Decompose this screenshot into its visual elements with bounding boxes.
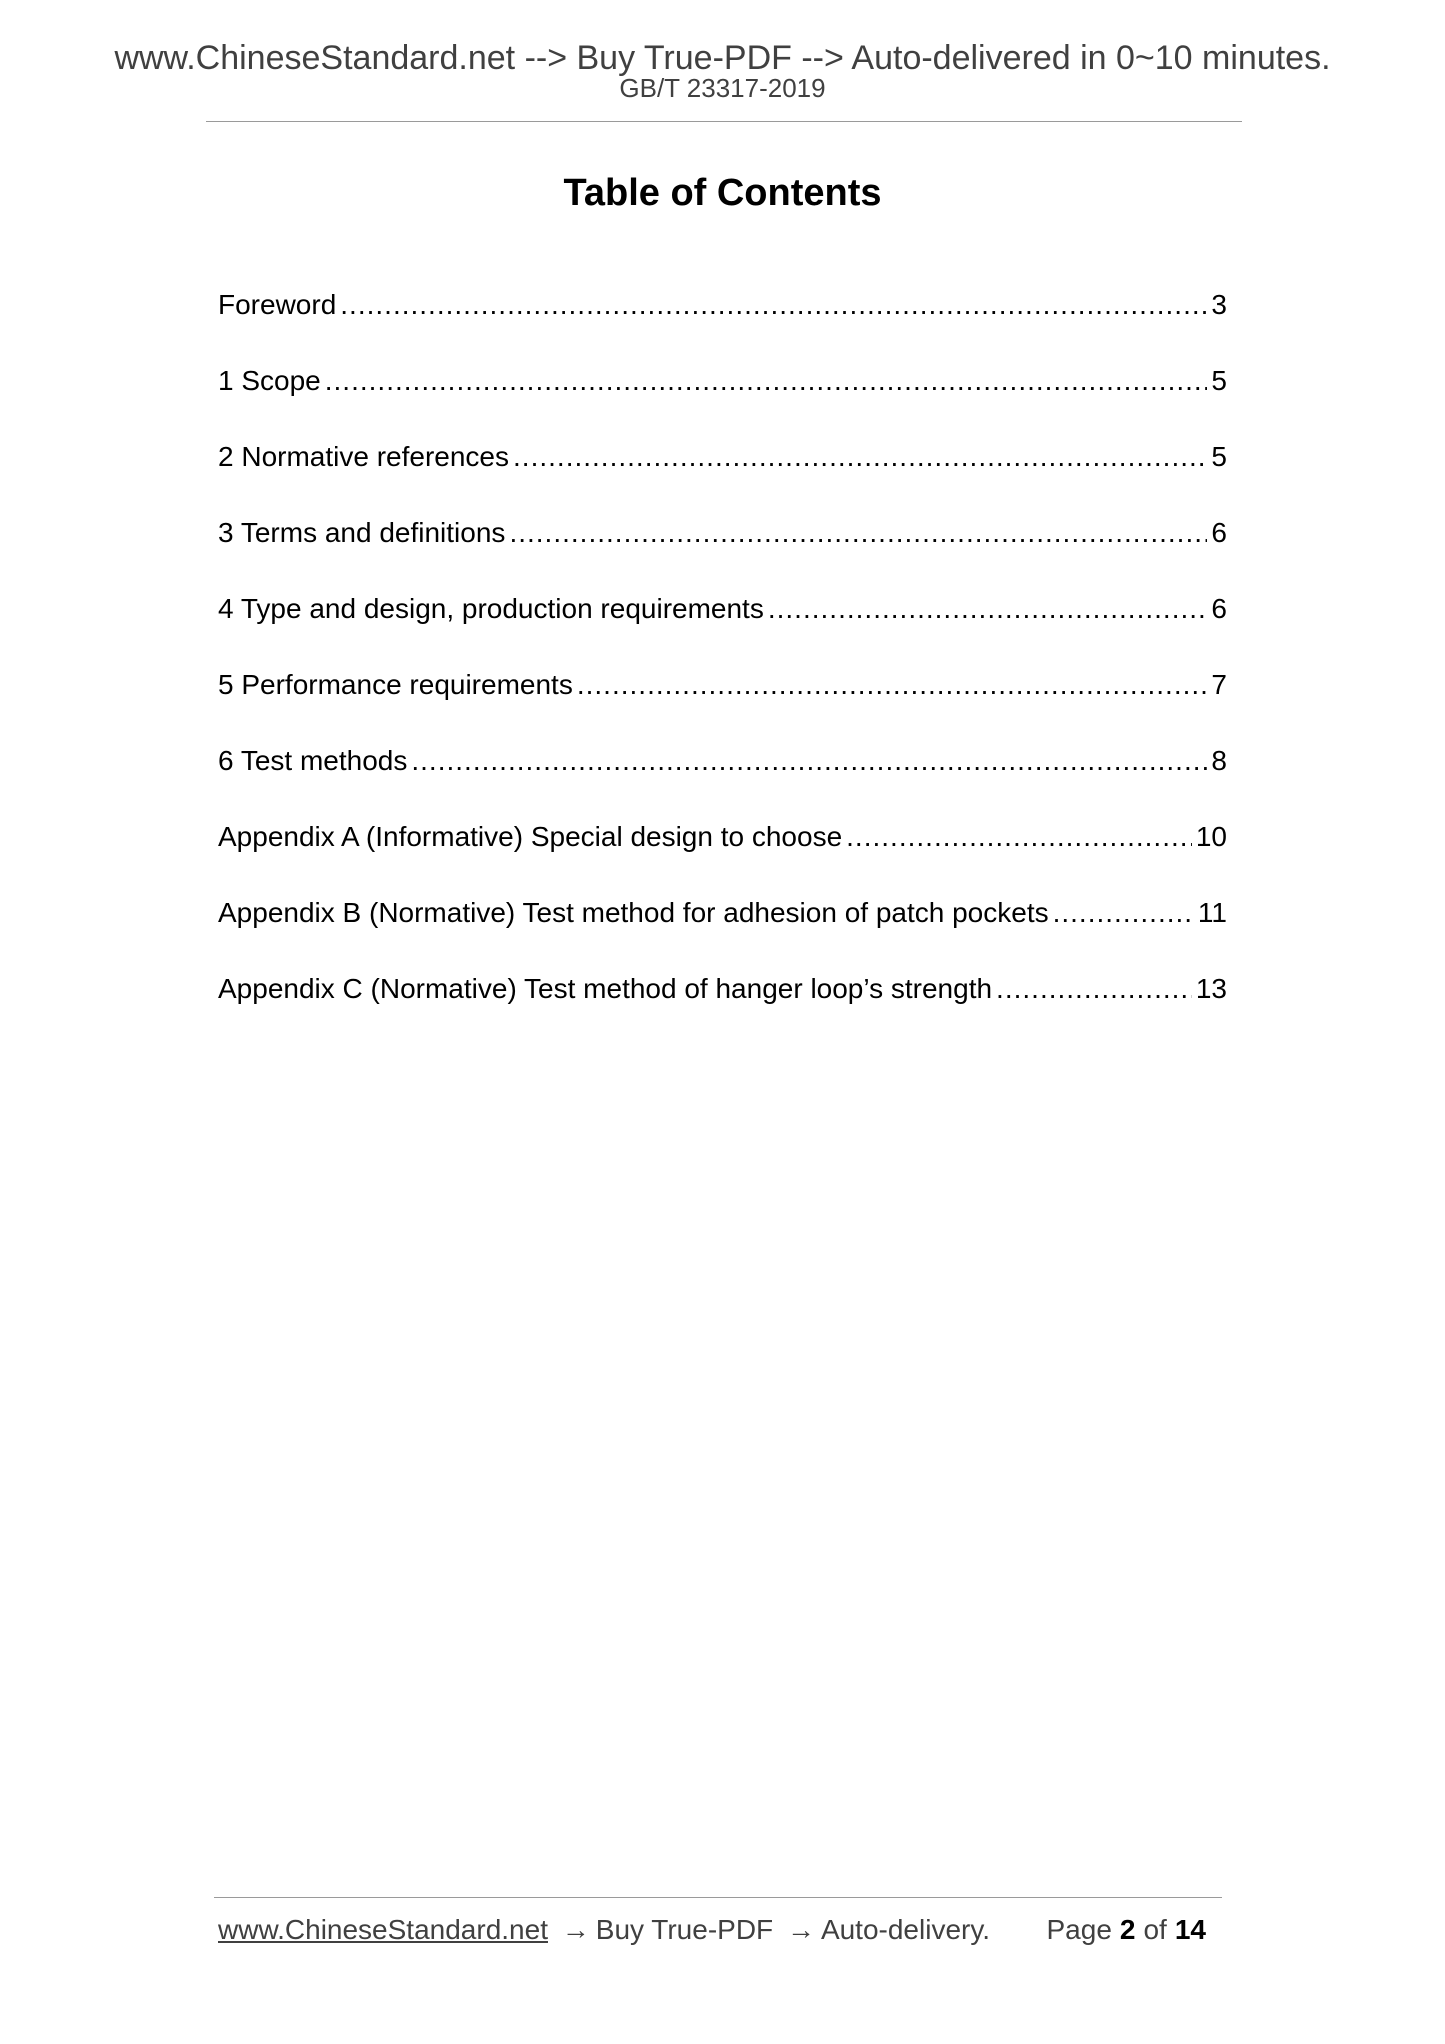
dot-leader xyxy=(1053,895,1194,931)
toc-entry-page: 10 xyxy=(1195,821,1227,852)
page-indicator xyxy=(1047,1913,1215,1947)
toc-entry-type-design[interactable] xyxy=(218,591,1227,667)
toc-entry-page: 6 xyxy=(1211,593,1227,624)
toc-entry-label: 3 Terms and definitions xyxy=(218,517,506,548)
dot-leader xyxy=(411,743,1207,779)
toc-entry-page: 11 xyxy=(1197,897,1227,928)
toc-entry-label: 5 Performance requirements xyxy=(218,669,573,700)
toc-entry-appendix-a[interactable] xyxy=(218,819,1227,895)
toc-entry-appendix-c[interactable] xyxy=(218,971,1227,1047)
toc-entry-appendix-b[interactable] xyxy=(218,895,1227,971)
page-label: Page xyxy=(1046,1914,1112,1945)
toc-entry-page: 3 xyxy=(1211,289,1227,320)
dot-leader xyxy=(768,591,1208,627)
top-banner: www.ChineseStandard.net --> Buy True-PDF --> Auto-delivered in 0~10 minutes. xyxy=(114,39,1331,77)
toc-entry-foreword[interactable] xyxy=(218,287,1227,363)
toc-entry-normative-references[interactable] xyxy=(218,439,1227,515)
toc-entry-page: 6 xyxy=(1211,517,1227,548)
page-current: 2 xyxy=(1119,1914,1136,1945)
toc-entry-label: Appendix A (Informative) Special design to choose xyxy=(218,821,843,852)
standard-code: GB/T 23317-2019 xyxy=(619,73,826,103)
toc-entry-performance[interactable] xyxy=(218,667,1227,743)
toc-entry-label: 2 Normative references xyxy=(218,441,510,472)
buy-text: Buy True-PDF xyxy=(595,1914,774,1945)
toc-list xyxy=(218,287,1227,1047)
footer-divider xyxy=(214,1897,1222,1898)
toc-entry-page: 5 xyxy=(1211,441,1227,472)
toc-entry-label: 4 Type and design, production requirements xyxy=(218,593,764,624)
header-divider xyxy=(206,121,1242,122)
dot-leader xyxy=(340,287,1207,323)
toc-entry-scope[interactable] xyxy=(218,363,1227,439)
toc-entry-label: Appendix C (Normative) Test method of hanger loop’s strength xyxy=(218,973,993,1004)
dot-leader xyxy=(577,667,1208,703)
toc-entry-test-methods[interactable] xyxy=(218,743,1227,819)
dot-leader xyxy=(325,363,1208,399)
right-arrow-icon: → xyxy=(786,1914,815,1945)
toc-entry-page: 8 xyxy=(1211,745,1227,776)
toc-entry-label: 1 Scope xyxy=(218,365,321,396)
site-link[interactable]: www.ChineseStandard.net xyxy=(218,1914,548,1945)
page-of: of xyxy=(1143,1914,1167,1945)
page-footer xyxy=(218,1913,1222,1947)
toc-entry-label: 6 Test methods xyxy=(218,745,408,776)
dot-leader xyxy=(996,971,1192,1007)
right-arrow-icon: → xyxy=(561,1914,590,1945)
dot-leader xyxy=(509,515,1207,551)
page-title: Table of Contents xyxy=(563,172,882,214)
toc-entry-terms-definitions[interactable] xyxy=(218,515,1227,591)
toc-entry-label: Appendix B (Normative) Test method for adhesion of patch pockets xyxy=(218,897,1049,928)
toc-entry-page: 5 xyxy=(1211,365,1227,396)
delivery-text: Auto-delivery. xyxy=(820,1914,991,1945)
dot-leader xyxy=(513,439,1207,475)
toc-entry-page: 7 xyxy=(1211,669,1227,700)
page-total: 14 xyxy=(1174,1914,1206,1945)
toc-entry-page: 13 xyxy=(1195,973,1227,1004)
dot-leader xyxy=(846,819,1192,855)
toc-entry-label: Foreword xyxy=(218,289,337,320)
